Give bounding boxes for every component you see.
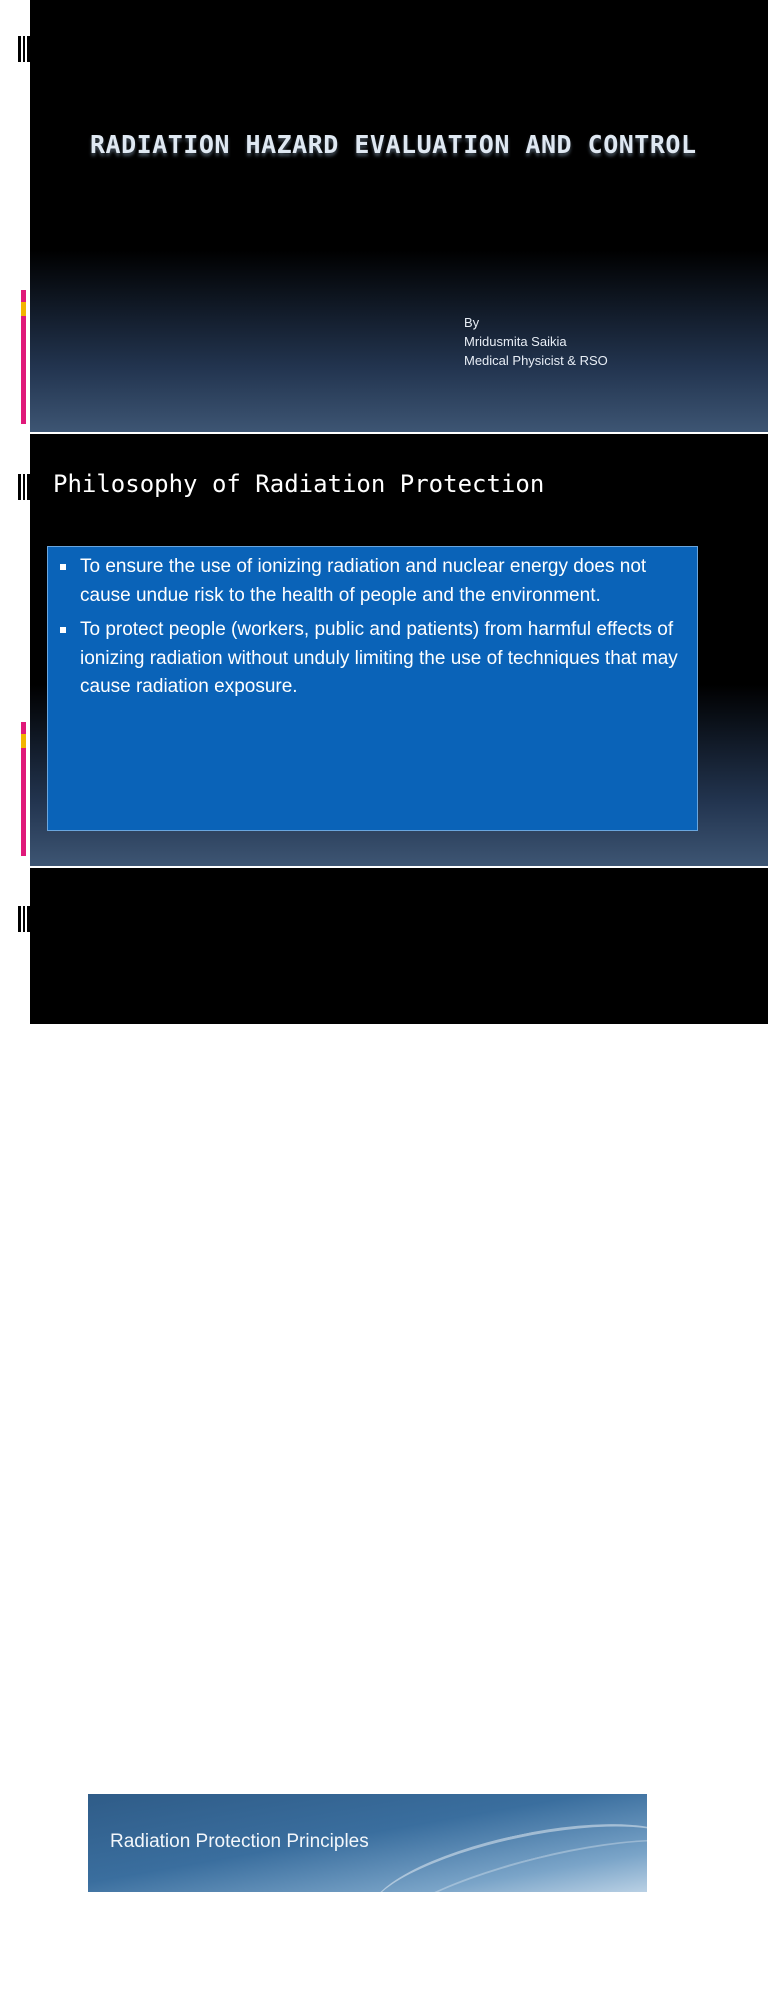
list-item — [58, 616, 683, 702]
slide-2-bar-marker — [18, 474, 30, 500]
slide-2-accent-stripe-magenta — [21, 748, 26, 856]
slide-principles — [30, 868, 768, 1852]
slide-2-accent-stripe-yellow — [21, 734, 26, 748]
square-bullet-icon — [60, 564, 66, 570]
slide-3-bar-marker — [18, 906, 30, 932]
slide-1-bar-marker — [18, 36, 30, 62]
bullet-list — [58, 553, 683, 702]
principles-panel-title: Radiation Protection Principles — [110, 1831, 369, 1852]
byline-author: Mridusmita Saikia — [464, 334, 567, 349]
list-item — [58, 553, 683, 610]
byline-by: By — [464, 315, 480, 330]
slide-3-left-edge — [0, 868, 30, 1024]
bullet-content-box — [47, 546, 698, 831]
byline-role: Medical Physicist & RSO — [464, 353, 608, 368]
bullet-text: To protect people (workers, public and patients) from harmful effects of ionizing radiation without unduly limiting the use of techniques that may cause radiation exposure. — [80, 619, 678, 697]
slide-1-byline — [464, 313, 608, 370]
bullet-text: To ensure the use of ionizing radiation and nuclear energy does not cause undue risk to the health of people and the environment. — [80, 556, 647, 606]
slide-2-accent-stripe-magenta-top — [21, 722, 26, 734]
slide-title — [30, 0, 768, 432]
slide-2-title: Philosophy of Radiation Protection — [53, 470, 545, 498]
slide-1-accent-stripe-magenta-top — [21, 290, 26, 302]
slide-1-accent-stripe-yellow — [21, 302, 26, 316]
principles-image-panel — [88, 1794, 647, 1892]
square-bullet-icon — [60, 627, 66, 633]
slide-1-title: RADIATION HAZARD EVALUATION AND CONTROL — [90, 130, 697, 159]
slide-1-accent-stripe-magenta — [21, 316, 26, 424]
